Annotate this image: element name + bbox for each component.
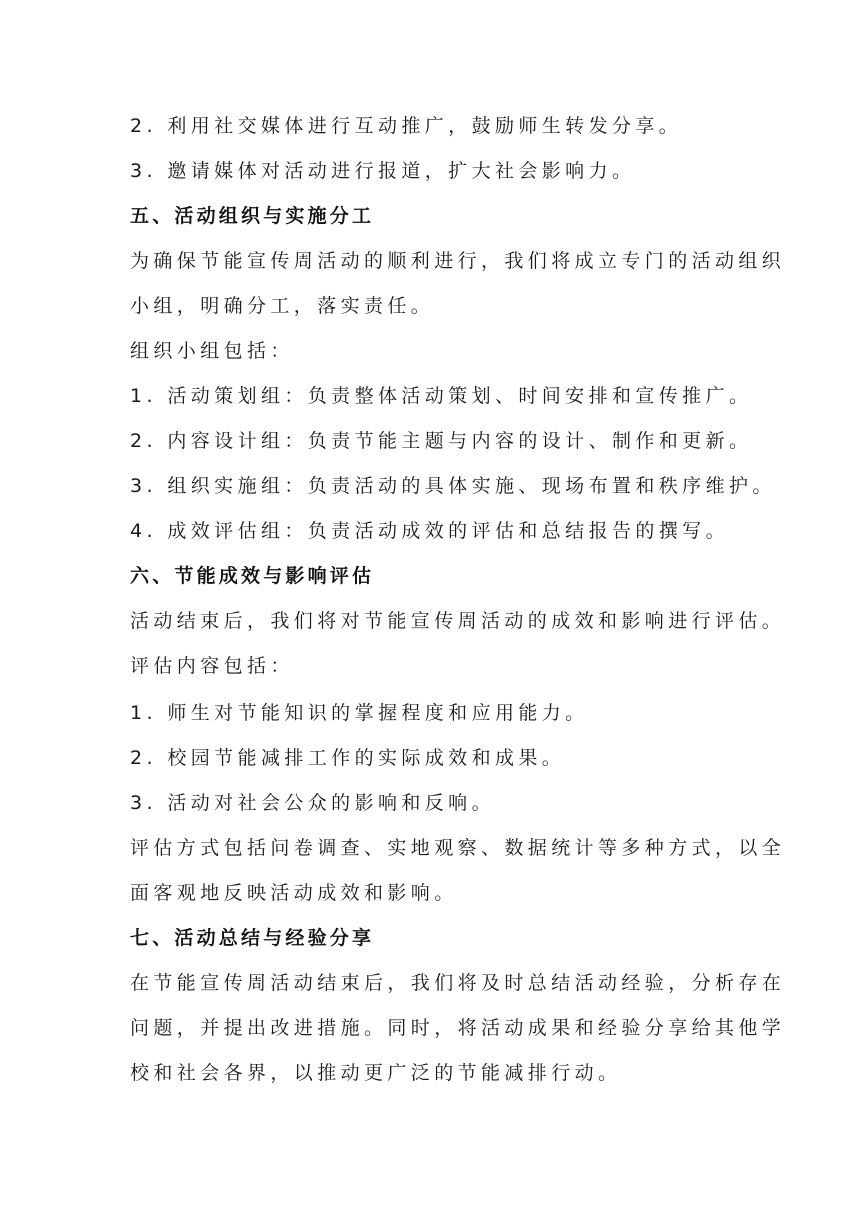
- list-item: 1. 活动策划组：负责整体活动策划、时间安排和宣传推广。: [130, 385, 753, 407]
- paragraph-line: 组织小组包括：: [130, 340, 294, 362]
- section-heading: 六、节能成效与影响评估: [130, 565, 375, 587]
- section-heading: 五、活动组织与实施分工: [130, 205, 375, 227]
- list-item: 3. 活动对社会公众的影响和反响。: [130, 792, 495, 814]
- section-heading: 七、活动总结与经验分享: [130, 927, 375, 949]
- list-item: 3. 邀请媒体对活动进行报道，扩大社会影响力。: [130, 160, 636, 182]
- list-item: 2. 利用社交媒体进行互动推广，鼓励师生转发分享。: [130, 115, 683, 137]
- paragraph-line: 评估方式包括问卷调查、实地观察、数据统计等多种方式，以全: [130, 837, 786, 859]
- list-item: 3. 组织实施组：负责活动的具体实施、现场布置和秩序维护。: [130, 475, 776, 497]
- list-item: 2. 校园节能减排工作的实际成效和成果。: [130, 747, 566, 769]
- list-item: 2. 内容设计组：负责节能主题与内容的设计、制作和更新。: [130, 430, 753, 452]
- paragraph-line: 小组，明确分工，落实责任。: [130, 295, 435, 317]
- paragraph-line: 面客观地反映活动成效和影响。: [130, 882, 458, 904]
- paragraph-line: 为确保节能宣传周活动的顺利进行，我们将成立专门的活动组织: [130, 250, 786, 272]
- list-item: 1. 师生对节能知识的掌握程度和应用能力。: [130, 702, 589, 724]
- paragraph-line: 校和社会各界，以推动更广泛的节能减排行动。: [130, 1062, 622, 1084]
- paragraph-line: 评估内容包括：: [130, 655, 294, 677]
- paragraph-line: 活动结束后，我们将对节能宣传周活动的成效和影响进行评估。: [130, 610, 786, 632]
- list-item: 4. 成效评估组：负责活动成效的评估和总结报告的撰写。: [130, 520, 729, 542]
- paragraph-line: 问题，并提出改进措施。同时，将活动成果和经验分享给其他学: [130, 1017, 786, 1039]
- paragraph-line: 在节能宣传周活动结束后，我们将及时总结活动经验，分析存在: [130, 972, 786, 994]
